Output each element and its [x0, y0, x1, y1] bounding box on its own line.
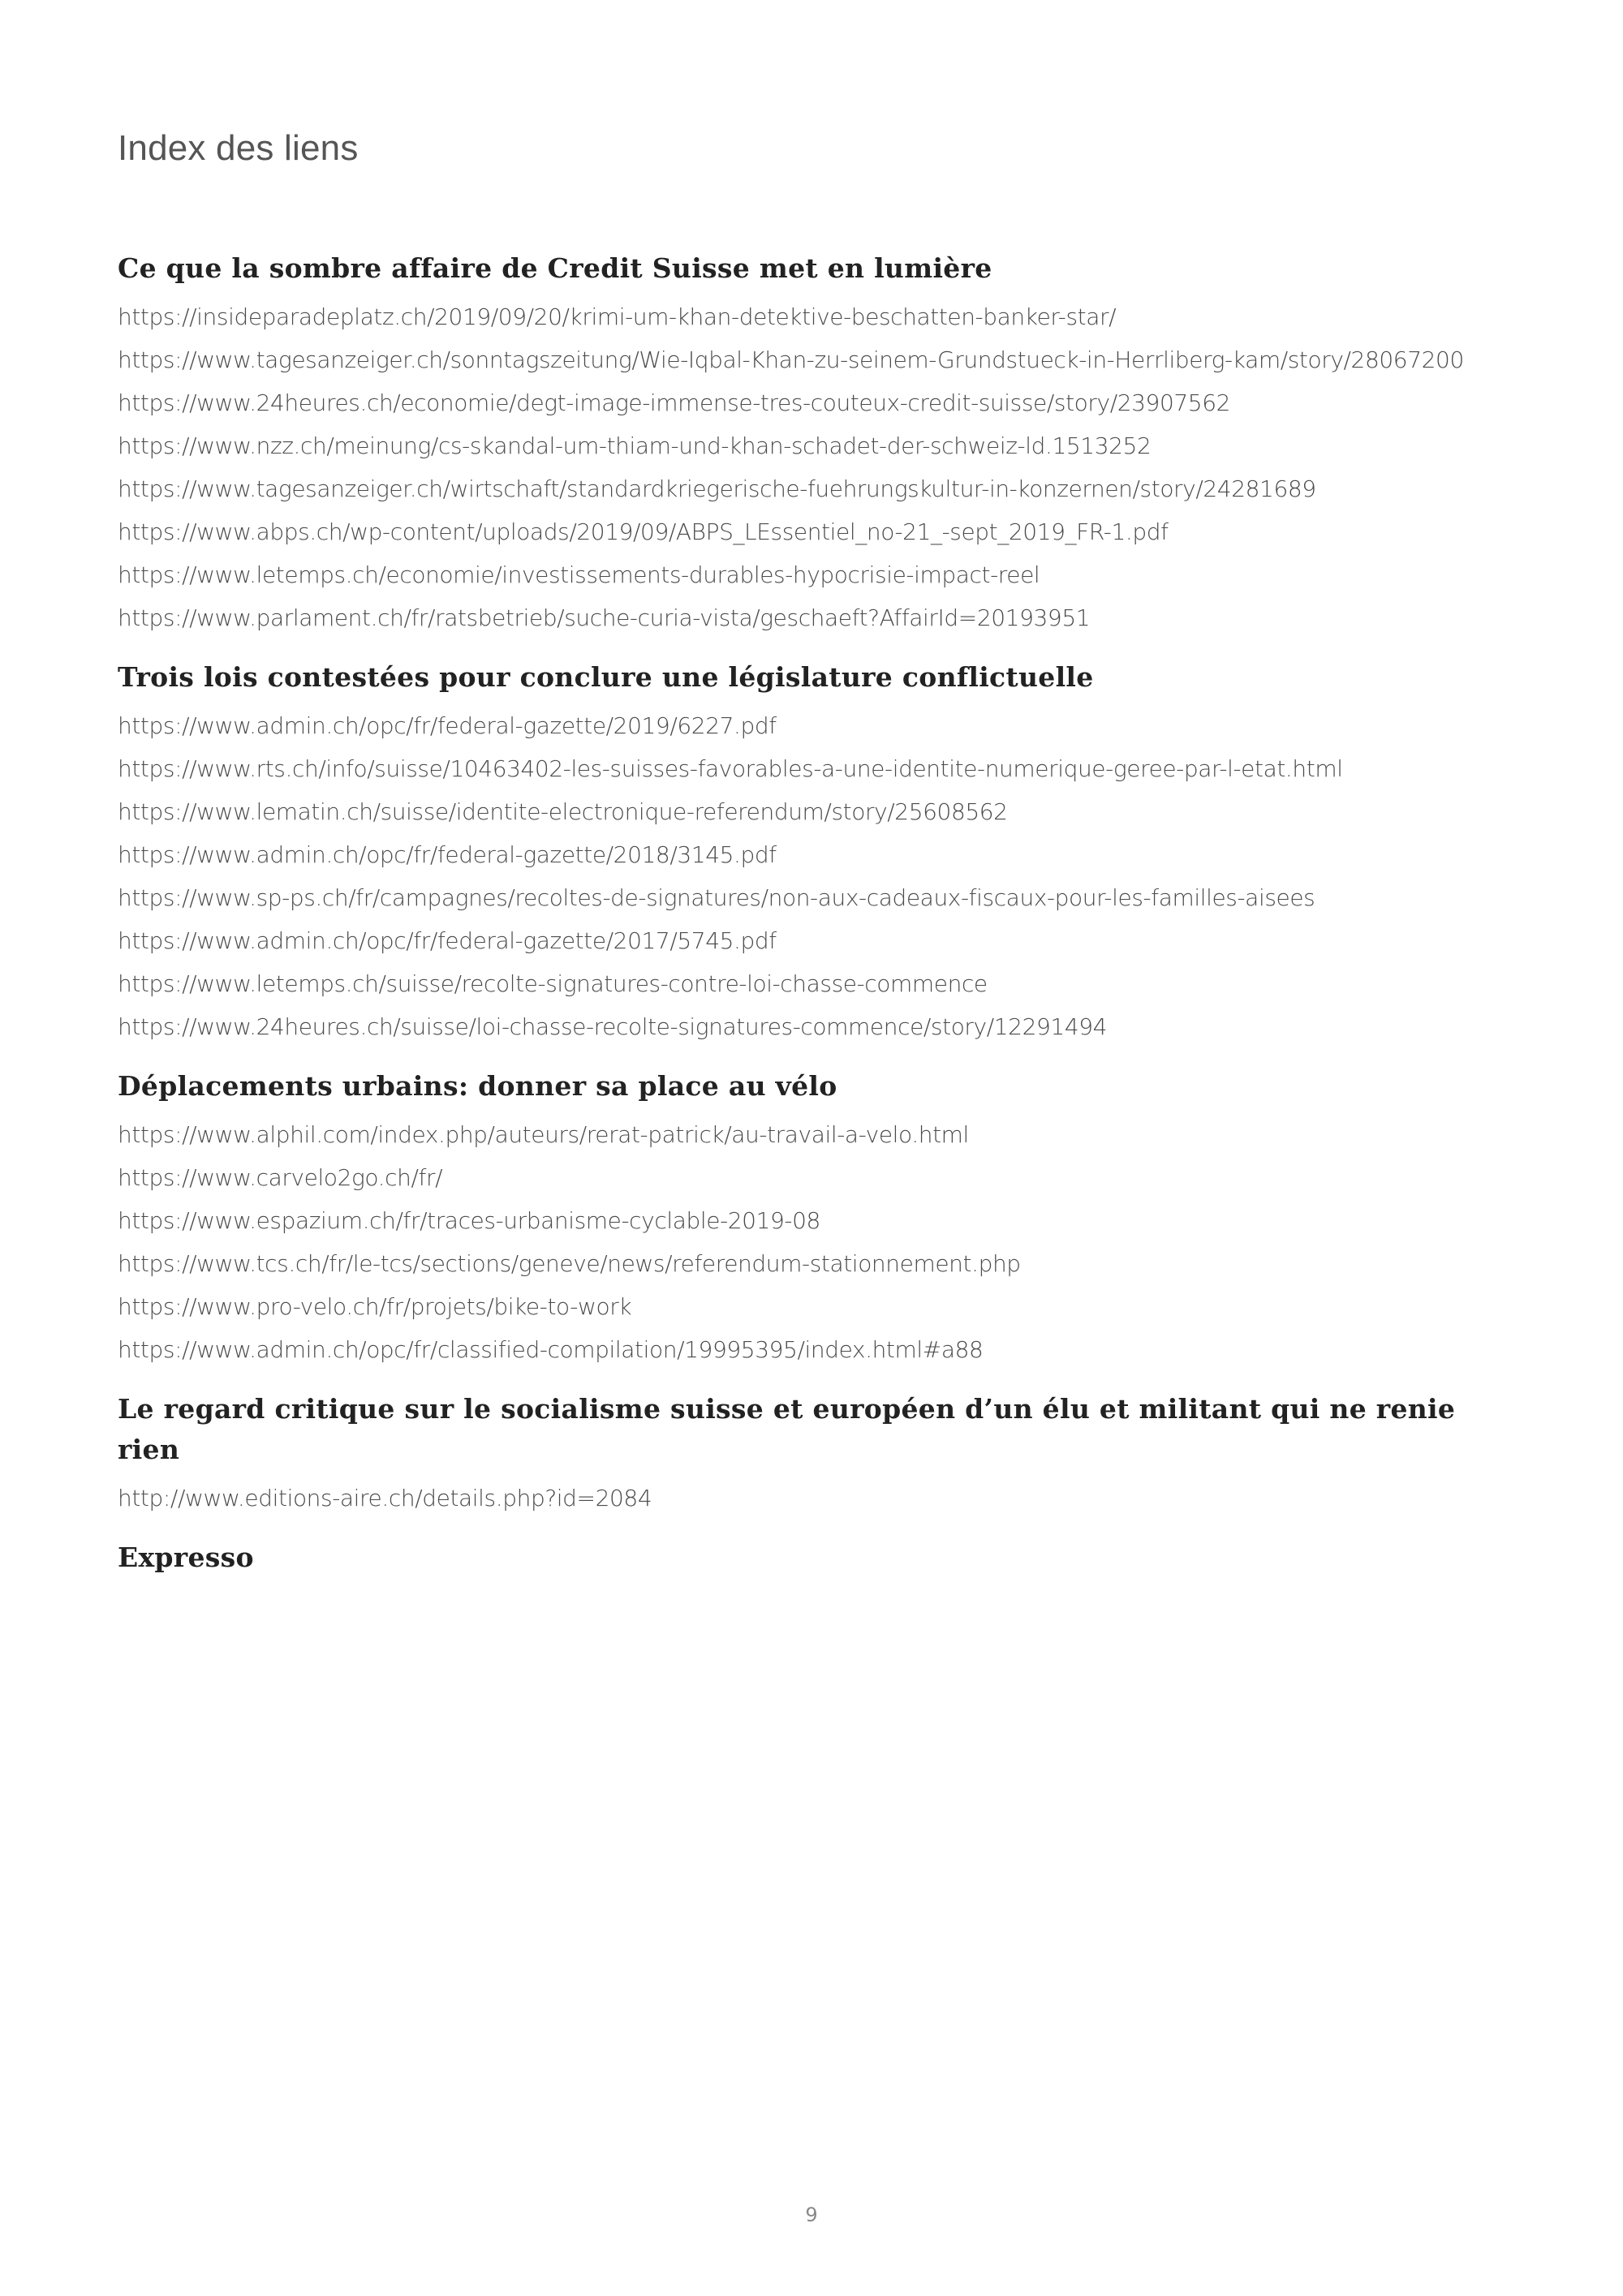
url-link[interactable]: http://www.editions-aire.ch/details.php?id=2084 [118, 1485, 652, 1511]
url-link[interactable]: https://www.admin.ch/opc/fr/classified-compilation/19995395/index.html#a88 [118, 1336, 984, 1363]
link-list [118, 704, 1513, 1048]
url-link[interactable]: https://www.espazium.ch/fr/traces-urbanisme-cyclable-2019-08 [118, 1207, 820, 1234]
list-item [118, 704, 1513, 747]
link-section [118, 657, 1513, 1048]
list-item [118, 381, 1513, 424]
url-link[interactable]: https://www.letemps.ch/economie/investissements-durables-hypocrisie-impact-reel [118, 561, 1040, 588]
url-link[interactable]: https://www.sp-ps.ch/fr/campagnes/recoltes-de-signatures/non-aux-cadeaux-fiscaux-pour-les-familles-aisees [118, 884, 1315, 911]
url-link[interactable]: https://www.letemps.ch/suisse/recolte-signatures-contre-loi-chasse-commence [118, 970, 988, 997]
page-title: Index des liens [118, 128, 359, 168]
url-link[interactable]: https://www.parlament.ch/fr/ratsbetrieb/suche-curia-vista/geschaeft?AffairId=20193951 [118, 604, 1091, 631]
url-link[interactable]: https://www.admin.ch/opc/fr/federal-gazette/2018/3145.pdf [118, 841, 777, 868]
list-item [118, 876, 1513, 919]
list-item [118, 1113, 1513, 1156]
list-item [118, 553, 1513, 596]
link-list [118, 1113, 1513, 1371]
url-link[interactable]: https://www.abps.ch/wp-content/uploads/2019/09/ABPS_LEssentiel_no-21_-sept_2019_FR-1.pdf [118, 518, 1169, 545]
section-heading: Expresso [118, 1541, 254, 1573]
url-link[interactable]: https://www.pro-velo.ch/fr/projets/bike-to-work [118, 1293, 632, 1320]
list-item [118, 596, 1513, 639]
list-item [118, 747, 1513, 790]
list-item [118, 962, 1513, 1005]
section-heading: Le regard critique sur le socialisme suisse et européen d’un élu et militant qui ne renie rien [118, 1393, 1456, 1465]
list-item [118, 424, 1513, 467]
section-heading: Déplacements urbains: donner sa place au vélo [118, 1070, 837, 1102]
url-link[interactable]: https://www.24heures.ch/suisse/loi-chasse-recolte-signatures-commence/story/12291494 [118, 1013, 1108, 1040]
url-link[interactable]: https://www.nzz.ch/meinung/cs-skandal-um-thiam-und-khan-schadet-der-schweiz-ld.1513252 [118, 432, 1152, 459]
url-link[interactable]: https://www.24heures.ch/economie/degt-image-immense-tres-couteux-credit-suisse/story/23907562 [118, 389, 1231, 416]
list-item [118, 790, 1513, 833]
list-item [118, 1285, 1513, 1328]
list-item [118, 833, 1513, 876]
list-item [118, 1242, 1513, 1285]
list-item [118, 1156, 1513, 1199]
url-link[interactable]: https://www.alphil.com/index.php/auteurs/rerat-patrick/au-travail-a-velo.html [118, 1121, 969, 1148]
url-link[interactable]: https://www.admin.ch/opc/fr/federal-gazette/2019/6227.pdf [118, 712, 777, 739]
list-item [118, 1328, 1513, 1371]
url-link[interactable]: https://www.tcs.ch/fr/le-tcs/sections/geneve/news/referendum-stationnement.php [118, 1250, 1021, 1277]
list-item [118, 1199, 1513, 1242]
link-list [118, 1477, 1513, 1520]
list-item [118, 919, 1513, 962]
link-list [118, 295, 1513, 639]
section-heading: Trois lois contestées pour conclure une législature conflictuelle [118, 661, 1094, 693]
link-section [118, 1389, 1513, 1520]
list-item [118, 295, 1513, 338]
list-item [118, 467, 1513, 510]
list-item [118, 1005, 1513, 1048]
url-link[interactable]: https://insideparadeplatz.ch/2019/09/20/krimi-um-khan-detektive-beschatten-banker-star/ [118, 303, 1117, 330]
list-item [118, 1477, 1513, 1520]
url-link[interactable]: https://www.tagesanzeiger.ch/sonntagszeitung/Wie-Iqbal-Khan-zu-seinem-Grundstueck-in-Herrliberg-kam/story/28067200 [118, 346, 1464, 373]
link-section [118, 1537, 1513, 1578]
page-number: 9 [805, 2204, 818, 2226]
list-item [118, 510, 1513, 553]
url-link[interactable]: https://www.rts.ch/info/suisse/10463402-les-suisses-favorables-a-une-identite-numerique-geree-par-l-etat.html [118, 755, 1343, 782]
list-item [118, 338, 1513, 381]
link-section [118, 248, 1513, 639]
link-index-sections [118, 248, 1513, 1596]
url-link[interactable]: https://www.admin.ch/opc/fr/federal-gazette/2017/5745.pdf [118, 927, 777, 954]
url-link[interactable]: https://www.tagesanzeiger.ch/wirtschaft/standardkriegerische-fuehrungskultur-in-konzernen/story/24281689 [118, 475, 1316, 502]
link-section [118, 1066, 1513, 1371]
url-link[interactable]: https://www.lematin.ch/suisse/identite-electronique-referendum/story/25608562 [118, 798, 1008, 825]
url-link[interactable]: https://www.carvelo2go.ch/fr/ [118, 1164, 443, 1191]
section-heading: Ce que la sombre affaire de Credit Suisse met en lumière [118, 252, 992, 284]
